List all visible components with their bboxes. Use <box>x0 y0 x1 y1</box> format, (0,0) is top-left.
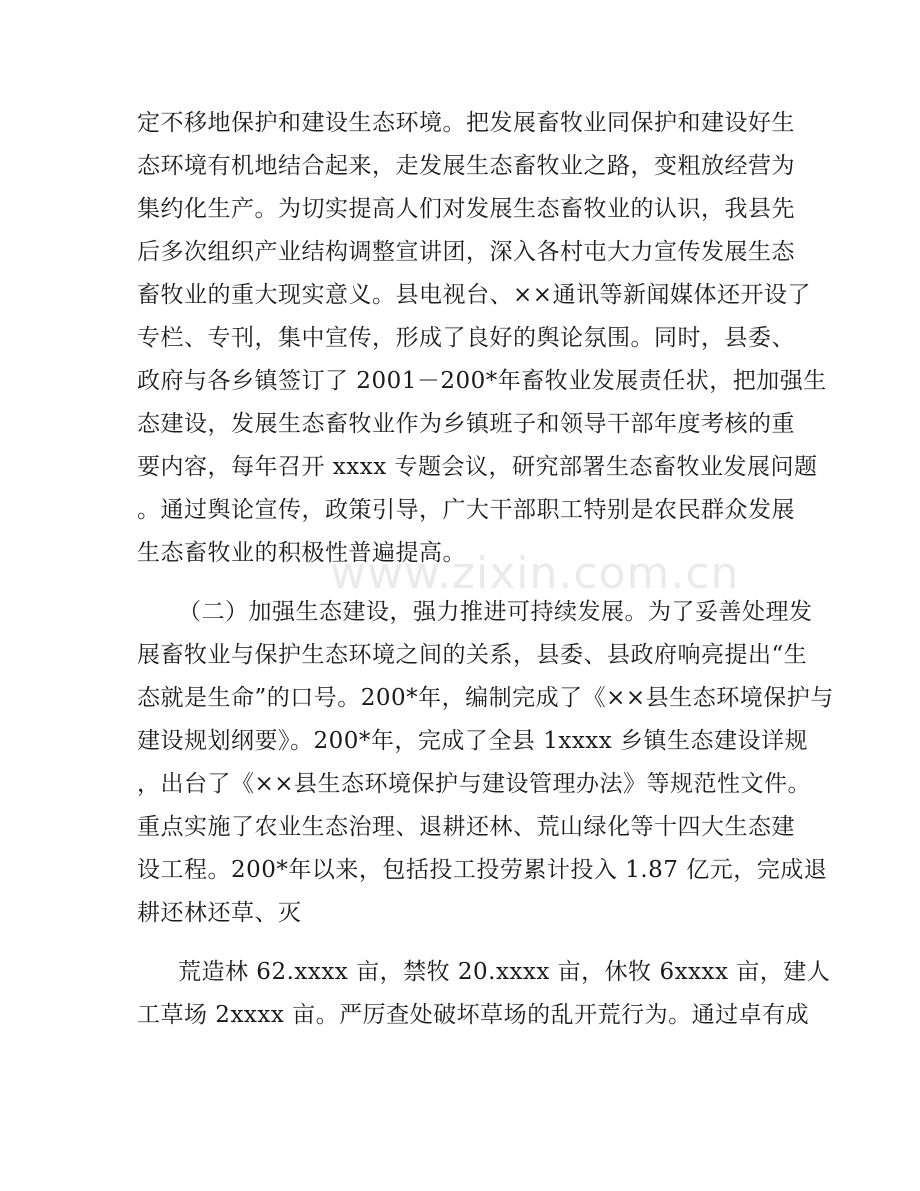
text-line: 生态畜牧业的积极性普遍提高。 <box>137 540 466 566</box>
text-line: 设工程。200*年以来，包括投工投劳累计投入 1.87 亿元，完成退 <box>137 857 828 883</box>
paragraph-first-line: 荒造林 62.xxxx 亩，禁牧 20.xxxx 亩，休牧 6xxxx 亩，建人 <box>178 959 831 985</box>
text-line: ，出台了《××县生态环境保护与建设管理办法》等规范性文件。 <box>137 771 812 797</box>
text-line: 后多次组织产业结构调整宣讲团，深入各村屯大力宣传发展生态 <box>137 239 795 265</box>
text-line: 耕还林还草、灭 <box>137 900 302 926</box>
text-line: 态环境有机地结合起来，走发展生态畜牧业之路，变粗放经营为 <box>137 153 795 179</box>
text-line: 展畜牧业与保护生态环境之间的关系，县委、县政府响亮提出“生 <box>137 642 808 668</box>
text-line: 态就是生命”的口号。200*年，编制完成了《××县生态环境保护与 <box>137 685 834 711</box>
text-line: 工草场 2xxxx 亩。严厉查处破坏草场的乱开荒行为。通过卓有成 <box>137 1002 810 1028</box>
watermark: www.zixin.com.cn <box>330 548 740 599</box>
text-line: 定不移地保护和建设生态环境。把发展畜牧业同保护和建设好生 <box>137 110 795 136</box>
text-line: 畜牧业的重大现实意义。县电视台、××通讯等新闻媒体还开设了 <box>137 282 812 308</box>
text-line: 政府与各乡镇签订了 2001－200*年畜牧业发展责任状，把加强生 <box>137 368 827 394</box>
paragraph-first-line: （二）加强生态建设，强力推进可持续发展。为了妥善处理发 <box>178 599 813 625</box>
text-line: 专栏、专刊，集中宣传，形成了良好的舆论氛围。同时，县委、 <box>137 325 795 351</box>
text-line: 集约化生产。为切实提高人们对发展生态畜牧业的认识，我县先 <box>137 196 795 222</box>
text-line: 要内容，每年召开 xxxx 专题会议，研究部署生态畜牧业发展问题 <box>137 454 818 480</box>
text-line: 重点实施了农业生态治理、退耕还林、荒山绿化等十四大生态建 <box>137 814 795 840</box>
text-line: 态建设，发展生态畜牧业作为乡镇班子和领导干部年度考核的重 <box>137 411 795 437</box>
text-line: 建设规划纲要》。200*年，完成了全县 1xxxx 乡镇生态建设详规 <box>137 728 809 754</box>
text-line: 。通过舆论宣传，政策引导，广大干部职工特别是农民群众发展 <box>137 497 795 523</box>
